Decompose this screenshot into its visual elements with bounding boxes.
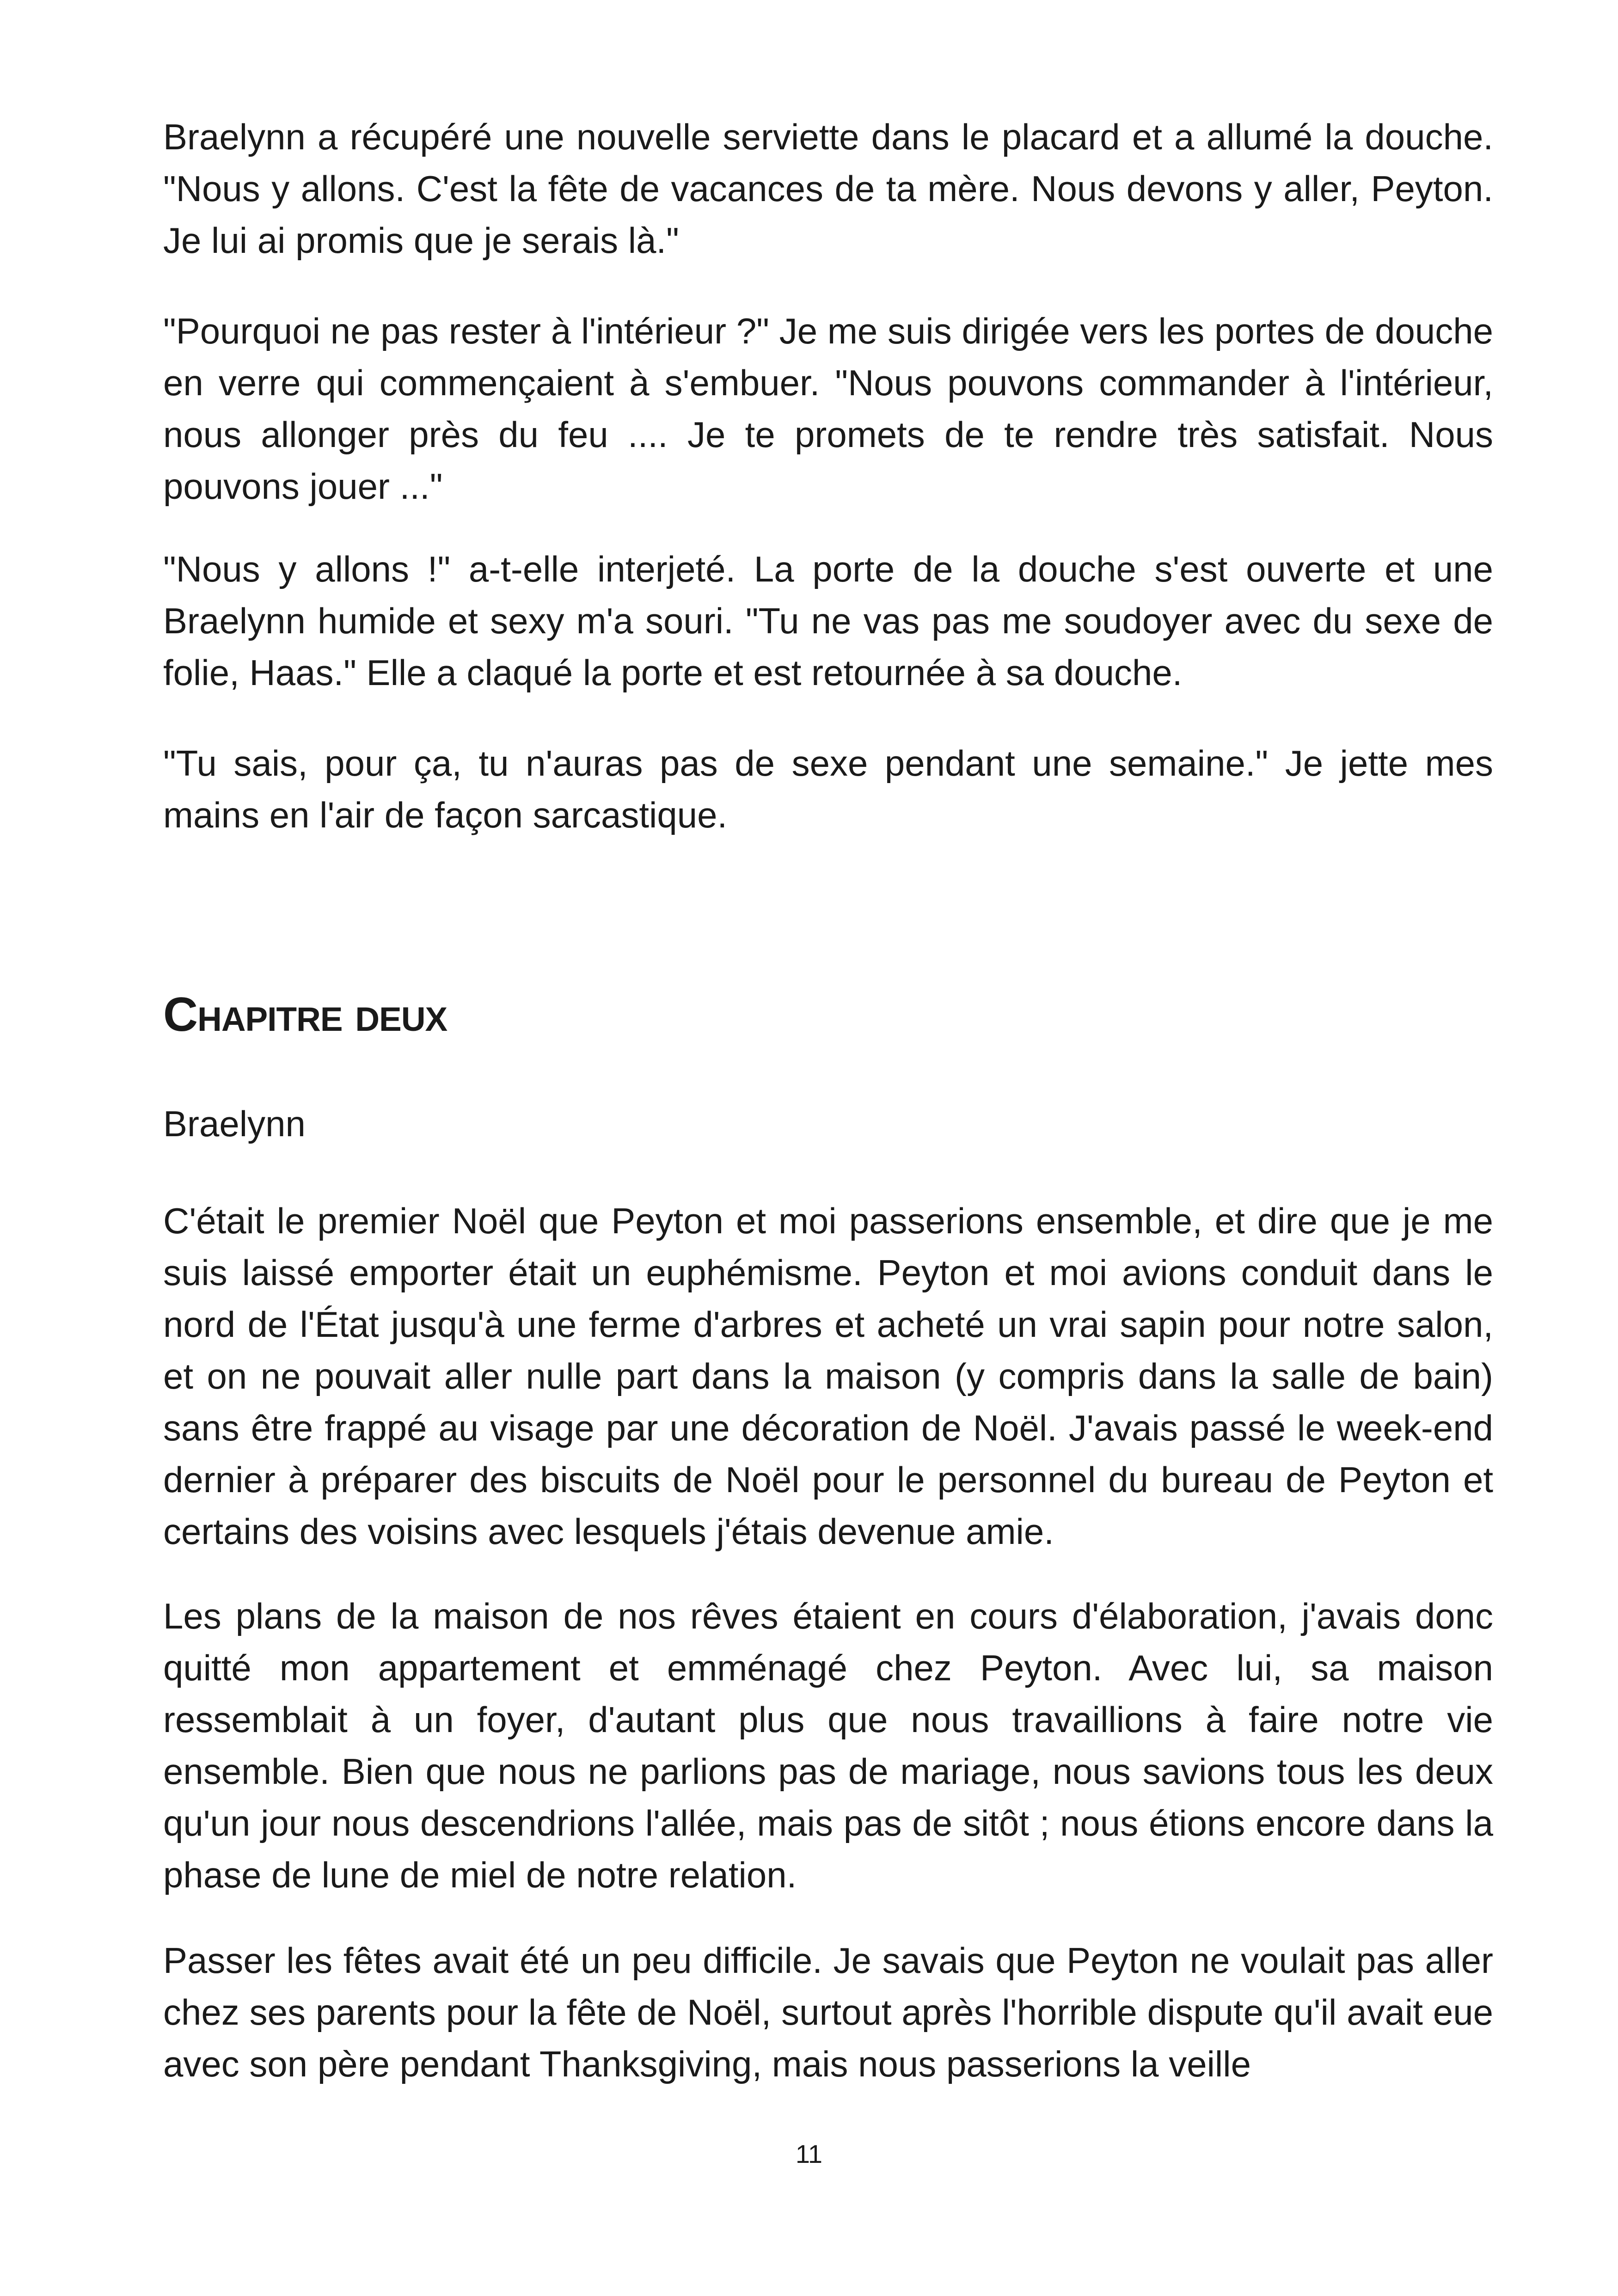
paragraph: "Nous y allons !" a-t-elle interjeté. La porte de la douche s'est ouverte et une Braelynn humide et sexy m'a souri. "Tu ne vas pas me soudoyer avec du sexe de folie, Haas." Elle a claqué la porte et est retournée à sa douche. [163,549,1493,693]
paragraph: Passer les fêtes avait été un peu difficile. Je savais que Peyton ne voulait pas aller chez ses parents pour la fête de Noël, surtout après l'horrible dispute qu'il avait eue avec son père pendant Thanksgiving, mais nous passerions la veille [163,1940,1493,2084]
chapter-narrator: Braelynn [163,1103,306,1144]
page-number: 11 [795,2139,823,2168]
paragraph: "Tu sais, pour ça, tu n'auras pas de sexe pendant une semaine." Je jette mes mains en l'air de façon sarcastique. [163,743,1493,835]
paragraph: "Pourquoi ne pas rester à l'intérieur ?" Je me suis dirigée vers les portes de douche en verre qui commençaient à s'embuer. "Nous pouvons commander à l'intérieur, nous allonger près du feu .... Je te promets de te rendre très satisfait. Nous pouvons jouer ..." [163,311,1493,507]
paragraph: Braelynn a récupéré une nouvelle serviette dans le placard et a allumé la douche. "Nous y allons. C'est la fête de vacances de ta mère. Nous devons y aller, Peyton. Je lui ai promis que je serais là." [163,116,1493,261]
paragraph: C'était le premier Noël que Peyton et moi passerions ensemble, et dire que je me suis laissé emporter était un euphémisme. Peyton et moi avions conduit dans le nord de l'État jusqu'à une ferme d'arbres et acheté un vrai sapin pour notre salon, et on ne pouvait aller nulle part dans la maison (y compris dans la salle de bain) sans être frappé au visage par une décoration de Noël. J'avais passé le week-end dernier à préparer des biscuits de Noël pour le personnel du bureau de Peyton et certains des voisins avec lesquels j'étais devenue amie. [163,1200,1493,1552]
paragraph: Les plans de la maison de nos rêves étaient en cours d'élaboration, j'avais donc quitté mon appartement et emménagé chez Peyton. Avec lui, sa maison ressemblait à un foyer, d'autant plus que nous travaillions à faire notre vie ensemble. Bien que nous ne parlions pas de mariage, nous savions tous les deux qu'un jour nous descendrions l'allée, mais pas de sitôt ; nous étions encore dans la phase de lune de miel de notre relation. [163,1596,1493,1895]
chapter-title: Chapitre deux [163,988,447,1041]
